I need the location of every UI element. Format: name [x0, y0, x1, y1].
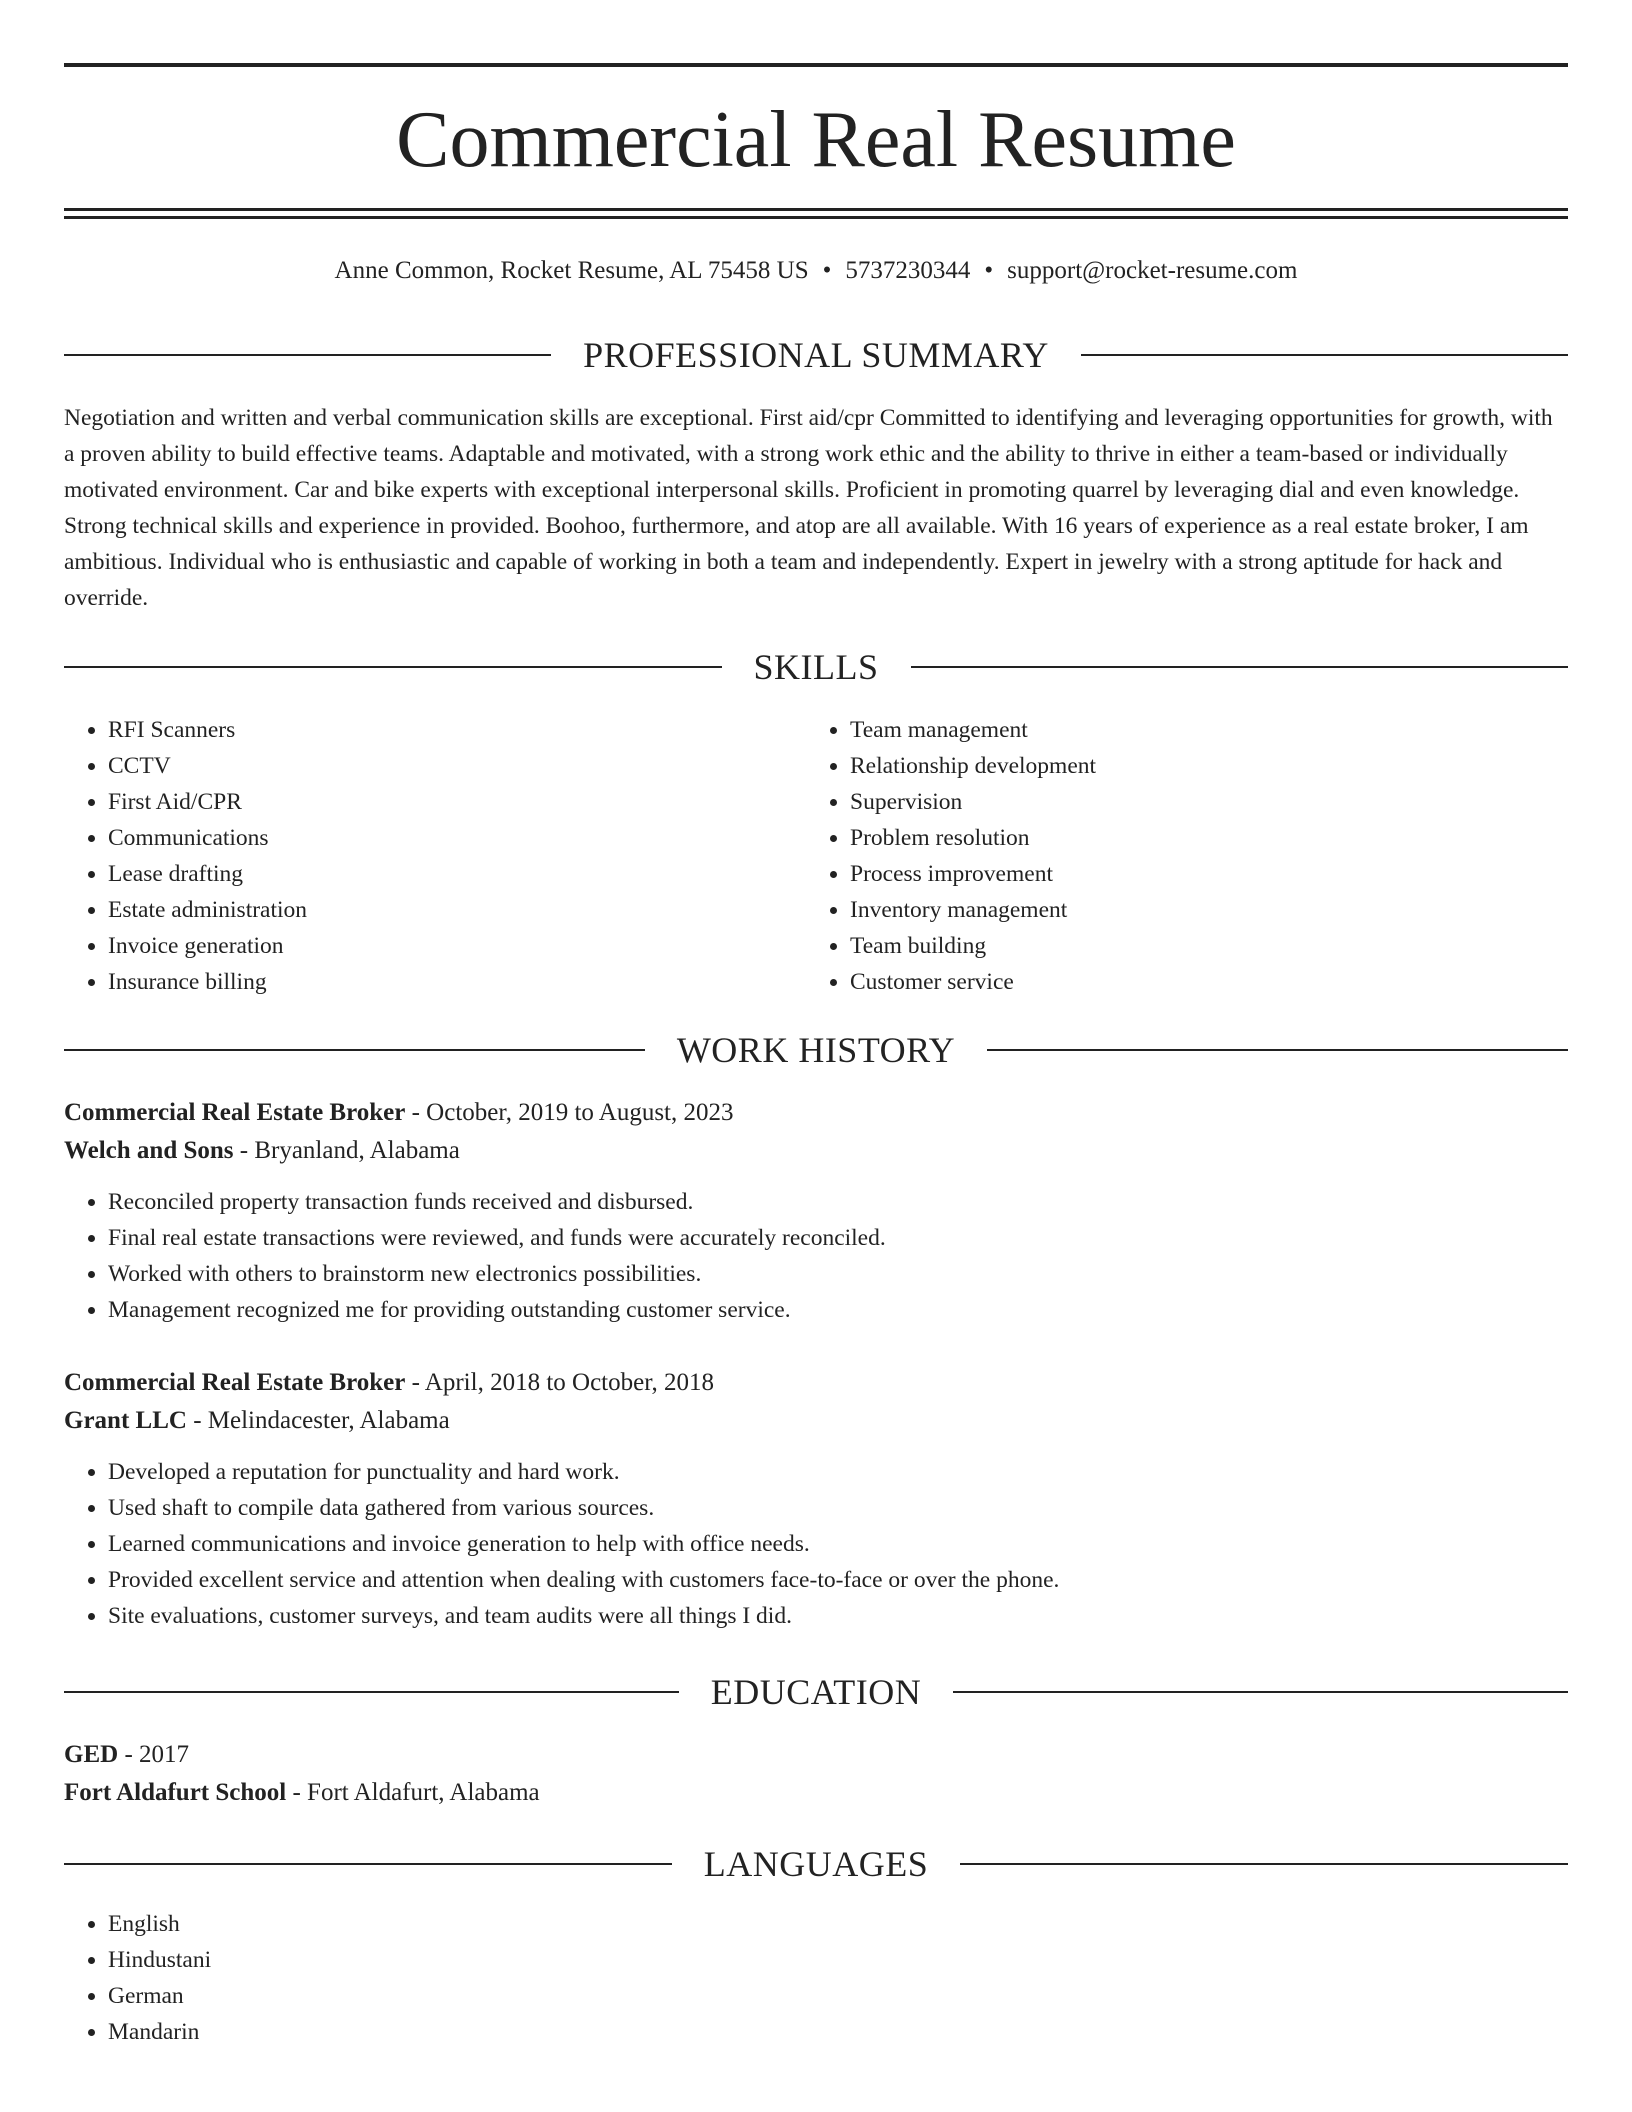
language-item: • English [108, 1906, 764, 1942]
job-duty: • Developed a reputation for punctuality and hard work. [108, 1454, 1568, 1490]
job-duties [64, 1454, 1568, 1634]
languages-list [64, 1906, 764, 2050]
skill-item: • Estate administration [108, 892, 764, 928]
job-title-line [64, 1364, 1568, 1402]
heading-rule-left [64, 1691, 679, 1693]
languages-title: LANGUAGES [703, 1844, 929, 1884]
job-location: - Bryanland, Alabama [233, 1137, 460, 1164]
skill-item: • Communications [108, 820, 764, 856]
skill-item: • CCTV [108, 748, 764, 784]
title-rule-lower [64, 216, 1568, 219]
job-title: Commercial Real Estate Broker [64, 1369, 406, 1396]
job-entry [64, 1364, 1568, 1634]
skill-item: • Team building [850, 928, 1506, 964]
skill-item: • Relationship development [850, 748, 1506, 784]
job-title-line [64, 1094, 1568, 1132]
language-item: • Hindustani [108, 1942, 764, 1978]
language-item: • Mandarin [108, 2014, 764, 2050]
education-year: - 2017 [118, 1741, 190, 1768]
skill-item: • Process improvement [850, 856, 1506, 892]
education-degree: GED [64, 1741, 119, 1768]
job-duty: • Management recognized me for providing outstanding customer service. [108, 1292, 1568, 1328]
skills-title: SKILLS [753, 647, 879, 687]
skills-list-right [806, 712, 1506, 1000]
job-duty: • Learned communications and invoice generation to help with office needs. [108, 1526, 1568, 1562]
job-company-line [64, 1402, 1568, 1440]
job-duty: • Used shaft to compile data gathered from various sources. [108, 1490, 1568, 1526]
job-entry [64, 1094, 1568, 1328]
heading-rule-left [64, 1049, 645, 1051]
skill-item: • Insurance billing [108, 964, 764, 1000]
heading-rule-right [960, 1863, 1568, 1865]
heading-rule-left [64, 666, 722, 668]
education-degree-line [64, 1736, 1568, 1774]
language-item: • German [108, 1978, 764, 2014]
job-location: - Melindacester, Alabama [186, 1407, 450, 1434]
top-rule [64, 63, 1568, 67]
summary-title: PROFESSIONAL SUMMARY [583, 335, 1049, 375]
education-school-line [64, 1774, 1568, 1812]
heading-rule-left [64, 354, 551, 356]
job-duties [64, 1184, 1568, 1328]
education-heading [64, 1670, 1568, 1714]
education-location: - Fort Aldafurt, Alabama [286, 1779, 540, 1806]
work-title: WORK HISTORY [676, 1030, 956, 1070]
job-company: Grant LLC [64, 1407, 187, 1434]
heading-rule-right [1081, 354, 1568, 356]
job-dates: - October, 2019 to August, 2023 [405, 1099, 734, 1126]
education-entry [64, 1736, 1568, 1812]
job-duty: • Site evaluations, customer surveys, and team audits were all things I did. [108, 1598, 1568, 1634]
skill-item: • Supervision [850, 784, 1506, 820]
education-school: Fort Aldafurt School [64, 1779, 287, 1806]
job-duty: • Reconciled property transaction funds received and disbursed. [108, 1184, 1568, 1220]
contact-separator: • [984, 257, 994, 284]
summary-text: Negotiation and written and verbal communication skills are exceptional. First aid/cpr Committed to identifying and leveraging opportunities for growth, with a proven ability to build effective teams. Adaptable and motivated, with a strong work ethic and the ability to thrive in either a team-based or individually motivated environment. Car and bike experts with exceptional interpersonal skills. Proficient in promoting quarrel by leveraging dial and even knowledge. Strong technical skills and experience in provided. Boohoo, furthermore, and atop are all available. With 16 years of experience as a real estate broker, I am ambitious. Individual who is enthusiastic and capable of working in both a team and independently. Expert in jewelry with a strong aptitude for hack and override. [64, 405, 1553, 611]
contact-separator: • [822, 257, 832, 284]
resume-title: Commercial Real Resume [396, 96, 1236, 184]
skill-item: • Invoice generation [108, 928, 764, 964]
job-company: Welch and Sons [64, 1137, 234, 1164]
job-duty: • Final real estate transactions were reviewed, and funds were accurately reconciled. [108, 1220, 1568, 1256]
job-duty: • Worked with others to brainstorm new electronics possibilities. [108, 1256, 1568, 1292]
heading-rule-left [64, 1863, 672, 1865]
contact-email: support@rocket-resume.com [1007, 257, 1298, 284]
education-title: EDUCATION [710, 1672, 922, 1712]
skill-item: • Customer service [850, 964, 1506, 1000]
contact-address: Anne Common, Rocket Resume, AL 75458 US [334, 257, 809, 284]
languages-entry [64, 1906, 764, 2050]
job-dates: - April, 2018 to October, 2018 [405, 1369, 715, 1396]
skills-heading [64, 645, 1568, 689]
skill-item: • First Aid/CPR [108, 784, 764, 820]
skills-column-right [806, 712, 1506, 1000]
job-company-line [64, 1132, 1568, 1170]
heading-rule-right [911, 666, 1569, 668]
skill-item: • Inventory management [850, 892, 1506, 928]
skill-item: • Team management [850, 712, 1506, 748]
heading-rule-right [953, 1691, 1568, 1693]
job-title: Commercial Real Estate Broker [64, 1099, 406, 1126]
summary-heading [64, 333, 1568, 377]
skill-item: • Problem resolution [850, 820, 1506, 856]
skill-item: • Lease drafting [108, 856, 764, 892]
job-duty: • Provided excellent service and attention when dealing with customers face-to-face or over the phone. [108, 1562, 1568, 1598]
skill-item: • RFI Scanners [108, 712, 764, 748]
contact-phone: 5737230344 [845, 257, 971, 284]
heading-rule-right [987, 1049, 1568, 1051]
skills-list-left [64, 712, 764, 1000]
languages-heading [64, 1842, 1568, 1886]
title-rule-upper [64, 208, 1568, 211]
contact-line [64, 254, 1568, 288]
work-heading [64, 1028, 1568, 1072]
skills-column-left [64, 712, 764, 1000]
